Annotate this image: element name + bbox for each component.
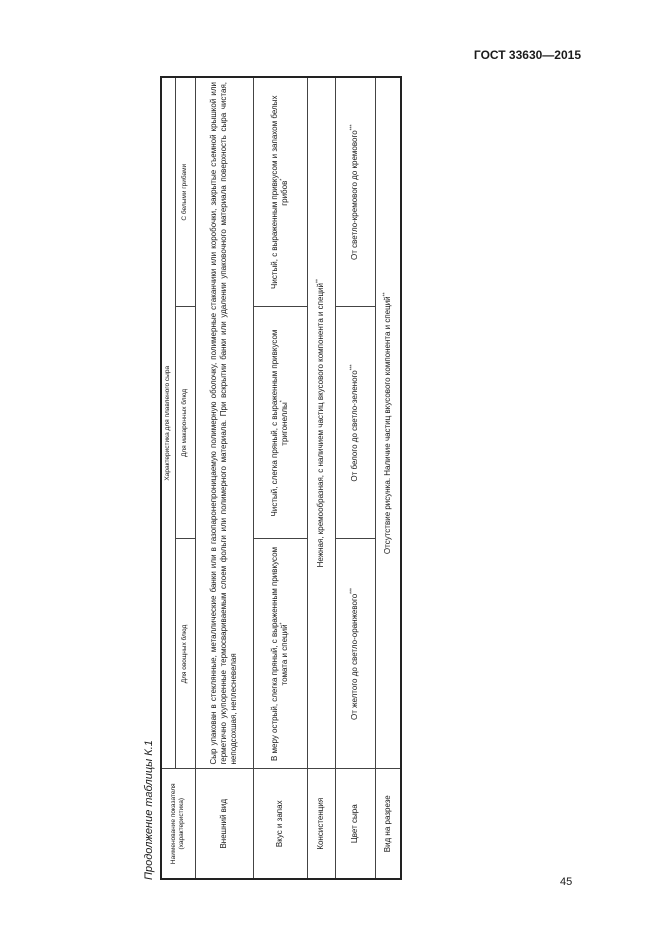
subheader-mushroom: С белыми грибами xyxy=(175,77,195,307)
table-row xyxy=(375,77,401,879)
taste-pasta: Чистый, слегка пряный, с выраженным привкусом тригонеллы* xyxy=(253,307,307,539)
characteristics-table xyxy=(160,76,402,880)
row-name-color: Цвет сыра xyxy=(335,769,375,879)
page-number: 45 xyxy=(560,876,573,888)
table-subheader-row xyxy=(175,77,195,879)
subheader-vegetable: Для овощных блюд xyxy=(175,539,195,769)
consistency-description: Нежная, кремообразная, с наличием частиц вкусового компонента и специй** xyxy=(307,77,335,769)
taste-vegetable: В меру острый, слегка пряный, с выраженным привкусом томата и специй* xyxy=(253,539,307,769)
footnote-mark: * xyxy=(279,400,286,403)
footnote-mark: * xyxy=(279,178,286,181)
color-pasta: От белого до светло-зеленого*** xyxy=(335,307,375,539)
appearance-description: Сыр упакован в стеклянные, металлические банки или в газопаронепроницаемую полимерную оболочку, полимерные стаканчики или коробочки, закрытые съемной крышкой или герметично укупоренные термосвариваемым слоем фольги или полимерного материала. При вскрытии банки или удалении упаковочного материала поверхность сыра чистая, неподсохшая, неплесневелая xyxy=(195,77,253,769)
footnote-mark: ** xyxy=(315,279,322,283)
table-row xyxy=(335,77,375,879)
footnote-mark: *** xyxy=(349,364,356,371)
table-header-row xyxy=(161,77,175,879)
row-name-appearance: Внешний вид xyxy=(195,769,253,879)
color-mushroom: От светло-кремового до кремового*** xyxy=(335,77,375,307)
table-row xyxy=(195,77,253,879)
row-name-section: Вид на разрезе xyxy=(375,769,401,879)
footnote-mark: ** xyxy=(382,292,389,297)
header-characteristic-group: Характеристика для плавленого сыра xyxy=(161,77,175,769)
footnote-mark: *** xyxy=(349,124,356,131)
rotated-table-block xyxy=(142,78,400,880)
taste-mushroom: Чистый, с выраженным привкусом и запахом белых грибов* xyxy=(253,77,307,307)
footnote-mark: * xyxy=(279,622,286,625)
header-indicator-name: Наименование показателя (характеристика) xyxy=(161,769,195,879)
table-row xyxy=(307,77,335,879)
footnote-mark: *** xyxy=(349,588,356,594)
row-name-consistency: Консистенция xyxy=(307,769,335,879)
section-description: Отсутствие рисунка. Наличие частиц вкусового компонента и специй** xyxy=(375,77,401,769)
standard-designation: ГОСТ 33630—2015 xyxy=(473,48,581,62)
table-row xyxy=(253,77,307,879)
table-caption: Продолжение таблицы К.1 xyxy=(143,740,155,880)
row-name-taste: Вкус и запах xyxy=(253,769,307,879)
color-vegetable: От желтого до светло-оранжевого*** xyxy=(335,539,375,769)
subheader-pasta: Для макаронных блюд xyxy=(175,307,195,539)
